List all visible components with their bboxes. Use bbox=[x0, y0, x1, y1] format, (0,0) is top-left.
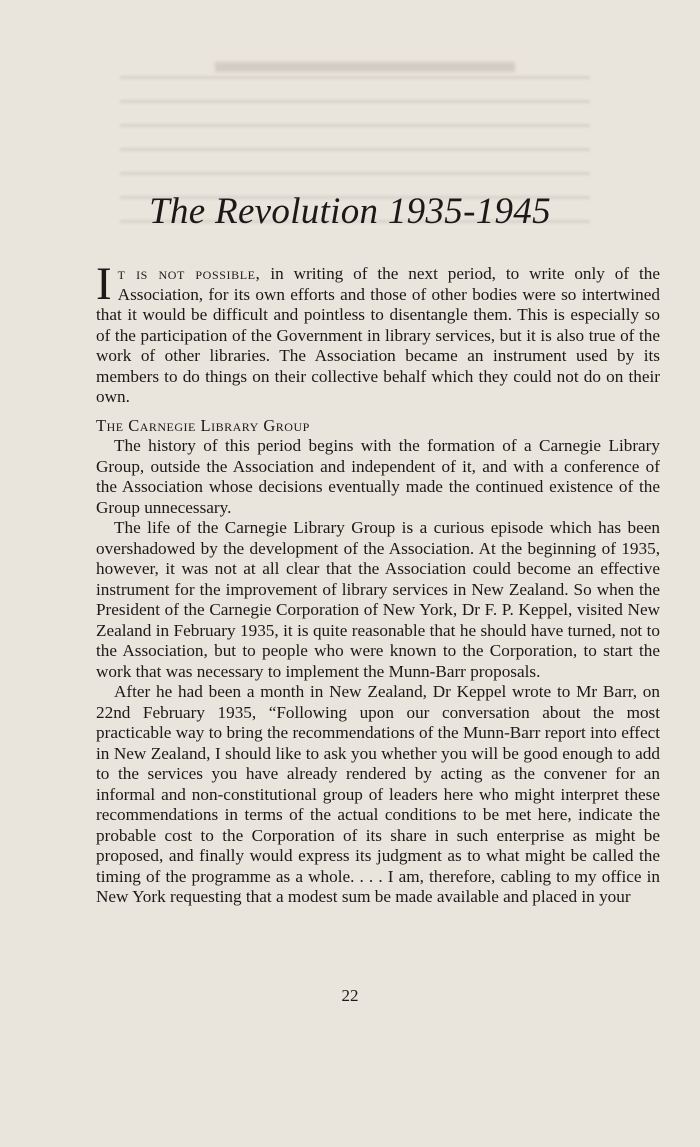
paragraph: The life of the Carnegie Library Group is a curious episode which has been overshadowed by the development of the Association. At the beginning of 1935, however, it was not at all clear that the Association could become an effective instrument for the improvement of library services in New Zealand. So when the President of the Carnegie Corporation of New York, Dr F. P. Keppel, visited New Zealand in February 1935, it is quite reasonable that he should have turned, not to the Association, but to people who were known to the Corporation, to start the work that was necessary to implement the Munn-Barr proposals. bbox=[96, 518, 660, 681]
chapter-title: The Revolution 1935-1945 bbox=[149, 191, 551, 232]
paragraph: The history of this period begins with the formation of a Carnegie Library Group, outside the Association and independent of it, and with a conference of the Association whose decisions eventually made the continued existence of the Group unnecessary. bbox=[96, 436, 660, 517]
opening-text: in writing of the next period, to write only of the Association, for its own efforts and those of other bodies were so intertwined that it would be difficult and pointless to disentangle them. This is especially so of the participation of the Government in library services, but it is also true of the work of other libraries. The Association became an instrument used by its members to do things on their collective behalf which they could not do on their own. bbox=[96, 264, 660, 406]
paragraph: After he had been a month in New Zealand, Dr Keppel wrote to Mr Barr, on 22nd February 1935, “Following upon our conversation about the most practicable way to bring the recommendations of the Munn-Barr report into effect in New Zealand, I should like to ask you whether you will be good enough to add to the services you have already rendered by acting as the convener for an informal and non-constitutional group of leaders here who might interpret these recommendations in terms of the actual conditions to be met here, indicate the probable cost to the Corporation of its share in such enterprise as might be proposed, and finally would express its judgment as to what might be called the timing of the programme as a whole. . . . I am, therefore, cabling to my office in New York requesting that a modest sum be made available and placed in your bbox=[96, 682, 660, 906]
opening-paragraph bbox=[96, 258, 660, 408]
section-heading: The Carnegie Library Group bbox=[96, 415, 310, 435]
show-through-header bbox=[215, 62, 515, 72]
page-number: 22 bbox=[341, 986, 359, 1005]
body-text bbox=[96, 258, 660, 908]
lead-in: t is not possible, bbox=[117, 264, 261, 283]
drop-cap: I bbox=[96, 258, 112, 310]
